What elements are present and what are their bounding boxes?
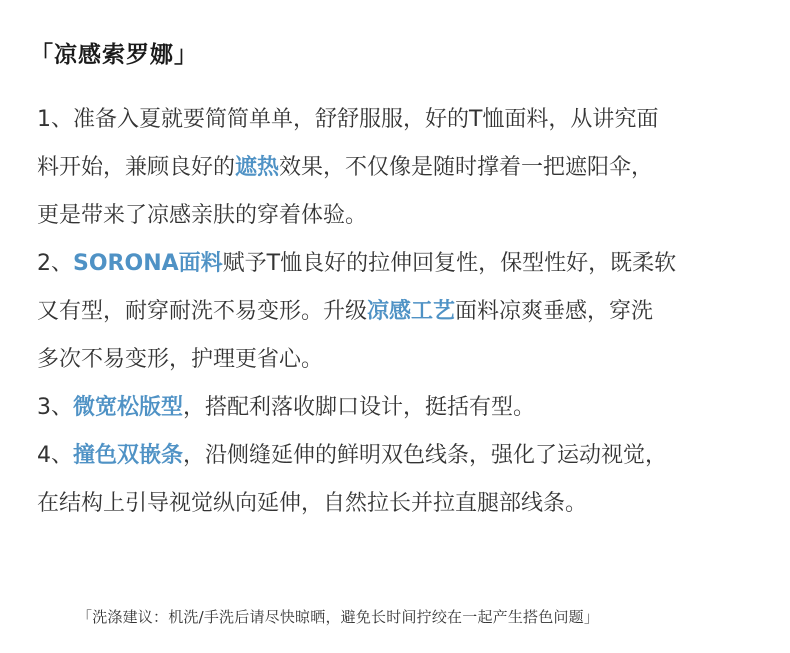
- highlight-keyword: 凉感工艺: [367, 299, 456, 324]
- paragraph-text: 赋予T恤良好的拉伸回复性，保型性好，既柔软: [222, 251, 677, 276]
- wash-instructions: 「洗涤建议：机洗/手洗后请尽快晾晒，避免长时间拧绞在一起产生搭色问题」: [77, 608, 600, 626]
- paragraph-line: [37, 288, 772, 336]
- section-title: 「凉感索罗娜」: [30, 42, 198, 68]
- paragraph-text: ，沿侧缝延伸的鲜明双色线条，强化了运动视觉，: [183, 443, 668, 468]
- paragraph-line: [37, 192, 772, 240]
- feature-paragraph-3: [37, 384, 772, 432]
- paragraph-line: [37, 96, 772, 144]
- paragraph-text: 效果，不仅像是随时撑着一把遮阳伞，: [279, 155, 654, 180]
- paragraph-text: ，搭配利落收脚口设计，挺括有型。: [183, 395, 536, 420]
- paragraph-text: 在结构上引导视觉纵向延伸，自然拉长并拉直腿部线条。: [37, 491, 588, 516]
- paragraph-text: 4、: [37, 443, 73, 468]
- paragraph-text: 2、: [37, 251, 73, 276]
- paragraph-line: [37, 240, 772, 288]
- paragraph-line: [37, 144, 772, 192]
- feature-paragraph-4: [37, 432, 772, 528]
- paragraph-line: [37, 480, 772, 528]
- paragraph-text: 又有型，耐穿耐洗不易变形。升级: [37, 299, 368, 324]
- feature-paragraph-2: [37, 240, 772, 384]
- paragraph-line: [37, 432, 772, 480]
- description-body: [37, 96, 772, 528]
- paragraph-text: 面料凉爽垂感，穿洗: [455, 299, 654, 324]
- paragraph-text: 料开始，兼顾良好的: [37, 155, 236, 180]
- highlight-keyword: 微宽松版型: [73, 395, 184, 420]
- paragraph-text: 3、: [37, 395, 73, 420]
- paragraph-text: 1、准备入夏就要简简单单，舒舒服服，好的T恤面料，从讲究面: [37, 107, 659, 132]
- highlight-keyword: 遮热: [235, 155, 280, 180]
- feature-paragraph-1: [37, 96, 772, 240]
- highlight-keyword: 撞色双嵌条: [73, 443, 184, 468]
- paragraph-text: 多次不易变形，护理更省心。: [37, 347, 324, 372]
- paragraph-line: [37, 336, 772, 384]
- paragraph-text: 更是带来了凉感亲肤的穿着体验。: [37, 203, 368, 228]
- highlight-keyword: SORONA面料: [73, 251, 223, 276]
- paragraph-line: [37, 384, 772, 432]
